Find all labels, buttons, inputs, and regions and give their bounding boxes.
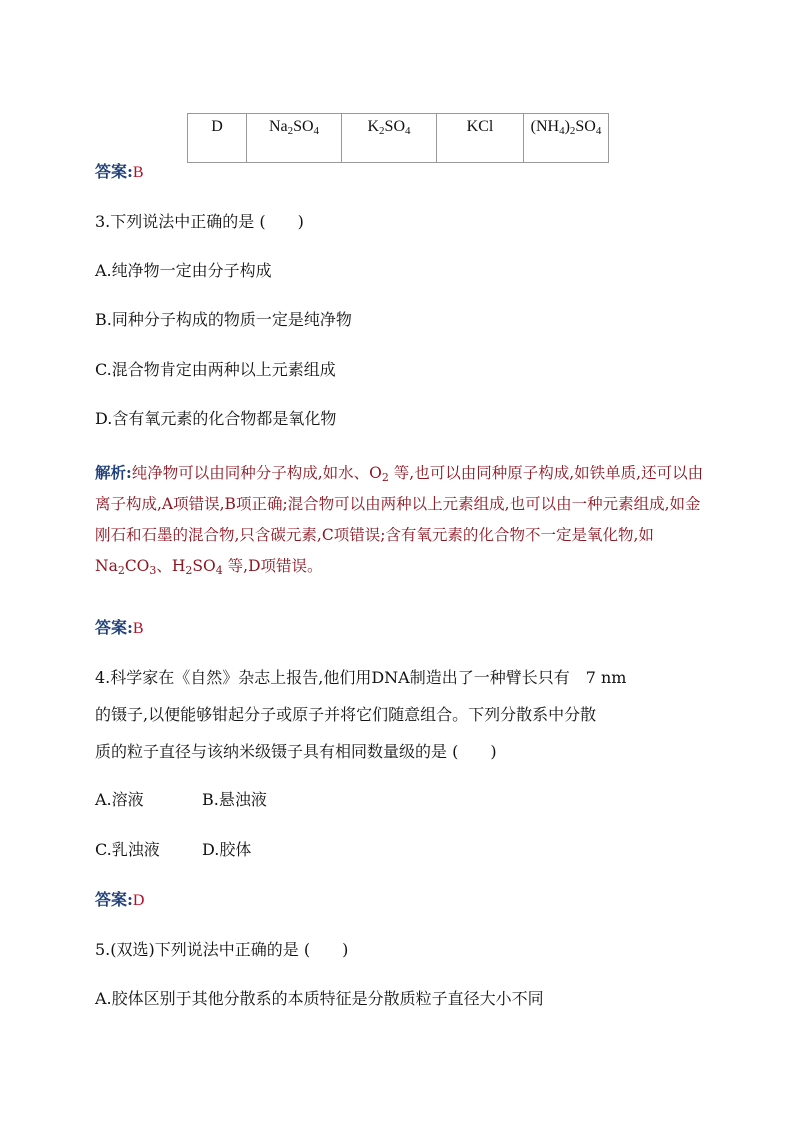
answer-label: 答案:: [95, 890, 133, 909]
answer-q4: [95, 890, 144, 911]
answer-value: B: [132, 164, 144, 181]
table-cell-option: D: [188, 114, 247, 163]
table-cell-kcl: KCl: [437, 114, 524, 163]
table-cell-na2so4: $Na_2SO_4$: [247, 114, 342, 163]
table-cell-k2so4: $K_2SO_4$: [342, 114, 437, 163]
question-4-line-3: 质的粒子直径与该纳米级镊子具有相同数量级的是 ( ): [95, 742, 497, 761]
question-4-line-1: 4.科学家在《自然》杂志上报告,他们用DNA制造出了一种臂长只有 7 nm: [95, 668, 627, 687]
question-3-analysis: 解析:纯净物可以由同种分子构成,如水、$O_2$ 等,也可以由同种原子构成,如铁单质,还可以由离子构成,A项错误,B项正确;混合物可以由两种以上元素组成,也可以由一种元素组成,如金刚石和石墨的混合物,只含碳元素,C项错误;含有氧元素的化合物不一定是氧化物,如$Na_2CO_3$、$H_2SO_4$ 等,D项错误。: [95, 463, 704, 577]
question-3-option-c: C.混合物肯定由两种以上元素组成: [95, 360, 336, 379]
question-3-stem: 3.下列说法中正确的是 ( ): [95, 212, 304, 231]
question-4-option-b: B.悬浊液: [202, 790, 267, 809]
question-3-option-d: D.含有氧元素的化合物都是氧化物: [95, 409, 337, 428]
question-4-option-c: C.乳浊液: [95, 840, 160, 859]
answer-label: 答案:: [95, 162, 133, 181]
salt-table-fragment: [187, 113, 609, 163]
question-3-option-b: B.同种分子构成的物质一定是纯净物: [95, 310, 352, 329]
answer-q3: [95, 618, 144, 639]
answer-label: 答案:: [95, 618, 133, 637]
table-row: [188, 114, 609, 163]
question-4-option-d: D.胶体: [202, 840, 252, 859]
answer-q2: [95, 162, 144, 183]
answer-value: B: [132, 620, 144, 637]
analysis-label: 解析:: [95, 463, 132, 482]
question-4-option-a: A.溶液: [95, 790, 144, 809]
question-4-line-2: 的镊子,以便能够钳起分子或原子并将它们随意组合。下列分散系中分散: [95, 705, 597, 724]
question-5-stem: 5.(双选)下列说法中正确的是 ( ): [95, 940, 349, 959]
question-4-options-row-2: [95, 840, 251, 860]
answer-value: D: [132, 892, 145, 909]
question-3-option-a: A.纯净物一定由分子构成: [95, 261, 272, 280]
question-4-options-row-1: [95, 790, 267, 810]
table-cell-nh4-2so4: $(NH_4)_2SO_4$: [524, 114, 609, 163]
question-5-option-a: A.胶体区别于其他分散系的本质特征是分散质粒子直径大小不同: [95, 989, 544, 1008]
